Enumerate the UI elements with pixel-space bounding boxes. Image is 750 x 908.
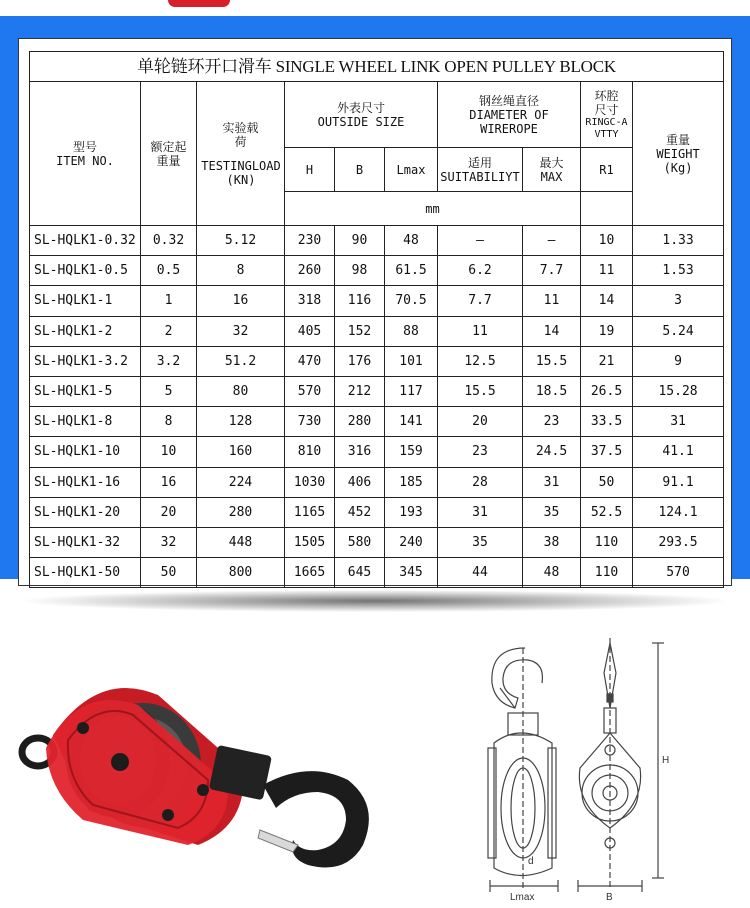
label-lmax: Lmax	[510, 892, 535, 903]
cell-h: 318	[285, 286, 335, 316]
cell-suit: 44	[438, 558, 523, 588]
header-h: H	[285, 148, 335, 192]
table-row	[30, 376, 724, 406]
cell-suit: 23	[438, 437, 523, 467]
cell-r1: 50	[581, 467, 633, 497]
cell-suit: 15.5	[438, 376, 523, 406]
cell-test: 8	[197, 256, 285, 286]
cell-suit: —	[438, 226, 523, 256]
spec-table	[29, 51, 724, 588]
label-h: H	[662, 755, 670, 766]
cell-weight: 293.5	[633, 527, 724, 557]
table-row	[30, 316, 724, 346]
cell-suit: 31	[438, 497, 523, 527]
cell-weight: 1.53	[633, 256, 724, 286]
cell-r1: 19	[581, 316, 633, 346]
table-row	[30, 467, 724, 497]
cell-weight: 1.33	[633, 226, 724, 256]
cell-load: 20	[141, 497, 197, 527]
cell-weight: 15.28	[633, 376, 724, 406]
cell-test: 32	[197, 316, 285, 346]
cell-item: SL-HQLK1-16	[30, 467, 141, 497]
cell-r1: 52.5	[581, 497, 633, 527]
cell-test: 448	[197, 527, 285, 557]
cell-lmax: 70.5	[385, 286, 438, 316]
table-row	[30, 256, 724, 286]
cell-h: 570	[285, 376, 335, 406]
cell-b: 90	[335, 226, 385, 256]
cell-lmax: 159	[385, 437, 438, 467]
cell-r1: 110	[581, 558, 633, 588]
cell-suit: 6.2	[438, 256, 523, 286]
header-rated-load: 额定起重量	[141, 82, 197, 226]
cell-test: 80	[197, 376, 285, 406]
cell-item: SL-HQLK1-50	[30, 558, 141, 588]
cell-weight: 41.1	[633, 437, 724, 467]
cell-test: 224	[197, 467, 285, 497]
cell-load: 1	[141, 286, 197, 316]
cell-weight: 91.1	[633, 467, 724, 497]
cell-r1: 11	[581, 256, 633, 286]
header-ring-cavity: 环腔尺寸 RINGC-AVTTY	[581, 82, 633, 148]
cell-item: SL-HQLK1-2	[30, 316, 141, 346]
cell-lmax: 141	[385, 407, 438, 437]
cell-item: SL-HQLK1-32	[30, 527, 141, 557]
header-max: 最大 MAX	[523, 148, 581, 192]
cell-lmax: 240	[385, 527, 438, 557]
cell-item: SL-HQLK1-3.2	[30, 346, 141, 376]
cell-lmax: 185	[385, 467, 438, 497]
cell-b: 176	[335, 346, 385, 376]
header-wirerope-diameter: 钢丝绳直径 DIAMETER OF WIREROPE	[438, 82, 581, 148]
cell-lmax: 117	[385, 376, 438, 406]
cell-load: 2	[141, 316, 197, 346]
cell-weight: 31	[633, 407, 724, 437]
cell-suit: 12.5	[438, 346, 523, 376]
cell-weight: 5.24	[633, 316, 724, 346]
header-lmax: Lmax	[385, 148, 438, 192]
blue-frame	[0, 16, 750, 579]
cell-h: 230	[285, 226, 335, 256]
cell-test: 160	[197, 437, 285, 467]
cell-test: 280	[197, 497, 285, 527]
header-b: B	[335, 148, 385, 192]
decorative-red-shape	[168, 0, 230, 7]
cell-max: 7.7	[523, 256, 581, 286]
cell-h: 730	[285, 407, 335, 437]
cell-suit: 11	[438, 316, 523, 346]
cell-item: SL-HQLK1-8	[30, 407, 141, 437]
table-row	[30, 346, 724, 376]
header-empty-cell	[581, 192, 633, 226]
cell-max: 23	[523, 407, 581, 437]
pulley-photo	[22, 688, 369, 867]
header-weight: 重量 WEIGHT (Kg)	[633, 82, 724, 226]
cell-b: 212	[335, 376, 385, 406]
cell-max: 38	[523, 527, 581, 557]
header-item-no: 型号 ITEM NO.	[30, 82, 141, 226]
cell-load: 5	[141, 376, 197, 406]
cell-b: 645	[335, 558, 385, 588]
cell-lmax: 88	[385, 316, 438, 346]
cell-max: 11	[523, 286, 581, 316]
cell-max: 48	[523, 558, 581, 588]
label-b: B	[606, 892, 613, 903]
cell-max: 15.5	[523, 346, 581, 376]
header-unit-mm: mm	[285, 192, 581, 226]
header-suitability: 适用 SUITABILIYT	[438, 148, 523, 192]
cell-max: 35	[523, 497, 581, 527]
cell-r1: 33.5	[581, 407, 633, 437]
cell-lmax: 193	[385, 497, 438, 527]
cell-max: —	[523, 226, 581, 256]
cell-item: SL-HQLK1-10	[30, 437, 141, 467]
cell-b: 116	[335, 286, 385, 316]
cell-test: 16	[197, 286, 285, 316]
header-r1: R1	[581, 148, 633, 192]
cell-load: 16	[141, 467, 197, 497]
table-title: 单轮链环开口滑车 SINGLE WHEEL LINK OPEN PULLEY BLOCK	[30, 52, 724, 82]
cell-weight: 124.1	[633, 497, 724, 527]
header-testing-load: 实验载荷 TESTINGLOAD(KN)	[197, 82, 285, 226]
drop-shadow	[25, 590, 725, 612]
cell-max: 31	[523, 467, 581, 497]
cell-h: 470	[285, 346, 335, 376]
cell-r1: 14	[581, 286, 633, 316]
cell-item: SL-HQLK1-1	[30, 286, 141, 316]
cell-weight: 9	[633, 346, 724, 376]
cell-load: 3.2	[141, 346, 197, 376]
cell-item: SL-HQLK1-5	[30, 376, 141, 406]
cell-weight: 570	[633, 558, 724, 588]
cell-load: 0.32	[141, 226, 197, 256]
cell-lmax: 61.5	[385, 256, 438, 286]
table-row	[30, 497, 724, 527]
cell-h: 810	[285, 437, 335, 467]
cell-lmax: 101	[385, 346, 438, 376]
pulley-technical-drawing-icon	[470, 628, 740, 903]
label-d: d	[528, 856, 534, 867]
cell-h: 1165	[285, 497, 335, 527]
cell-suit: 7.7	[438, 286, 523, 316]
cell-item: SL-HQLK1-20	[30, 497, 141, 527]
cell-load: 50	[141, 558, 197, 588]
cell-load: 8	[141, 407, 197, 437]
cell-b: 452	[335, 497, 385, 527]
cell-suit: 28	[438, 467, 523, 497]
table-row	[30, 437, 724, 467]
cell-r1: 110	[581, 527, 633, 557]
cell-r1: 10	[581, 226, 633, 256]
cell-max: 14	[523, 316, 581, 346]
cell-test: 51.2	[197, 346, 285, 376]
cell-item: SL-HQLK1-0.32	[30, 226, 141, 256]
cell-h: 1665	[285, 558, 335, 588]
cell-test: 128	[197, 407, 285, 437]
cell-lmax: 345	[385, 558, 438, 588]
cell-max: 24.5	[523, 437, 581, 467]
cell-load: 10	[141, 437, 197, 467]
cell-load: 0.5	[141, 256, 197, 286]
table-row	[30, 286, 724, 316]
cell-b: 580	[335, 527, 385, 557]
cell-h: 1505	[285, 527, 335, 557]
cell-test: 800	[197, 558, 285, 588]
table-row	[30, 527, 724, 557]
cell-suit: 35	[438, 527, 523, 557]
cell-lmax: 48	[385, 226, 438, 256]
cell-h: 405	[285, 316, 335, 346]
cell-r1: 21	[581, 346, 633, 376]
cell-weight: 3	[633, 286, 724, 316]
cell-r1: 37.5	[581, 437, 633, 467]
top-strip	[0, 0, 750, 16]
cell-b: 406	[335, 467, 385, 497]
cell-b: 280	[335, 407, 385, 437]
cell-max: 18.5	[523, 376, 581, 406]
table-row	[30, 558, 724, 588]
cell-load: 32	[141, 527, 197, 557]
cell-b: 98	[335, 256, 385, 286]
cell-b: 152	[335, 316, 385, 346]
cell-b: 316	[335, 437, 385, 467]
cell-suit: 20	[438, 407, 523, 437]
cell-test: 5.12	[197, 226, 285, 256]
cell-r1: 26.5	[581, 376, 633, 406]
header-outside-size: 外表尺寸 OUTSIDE SIZE	[285, 82, 438, 148]
table-row	[30, 226, 724, 256]
cell-h: 260	[285, 256, 335, 286]
table-row	[30, 407, 724, 437]
cell-h: 1030	[285, 467, 335, 497]
pulley-block-photo-icon	[8, 640, 388, 890]
cell-item: SL-HQLK1-0.5	[30, 256, 141, 286]
spec-sheet	[18, 38, 732, 586]
